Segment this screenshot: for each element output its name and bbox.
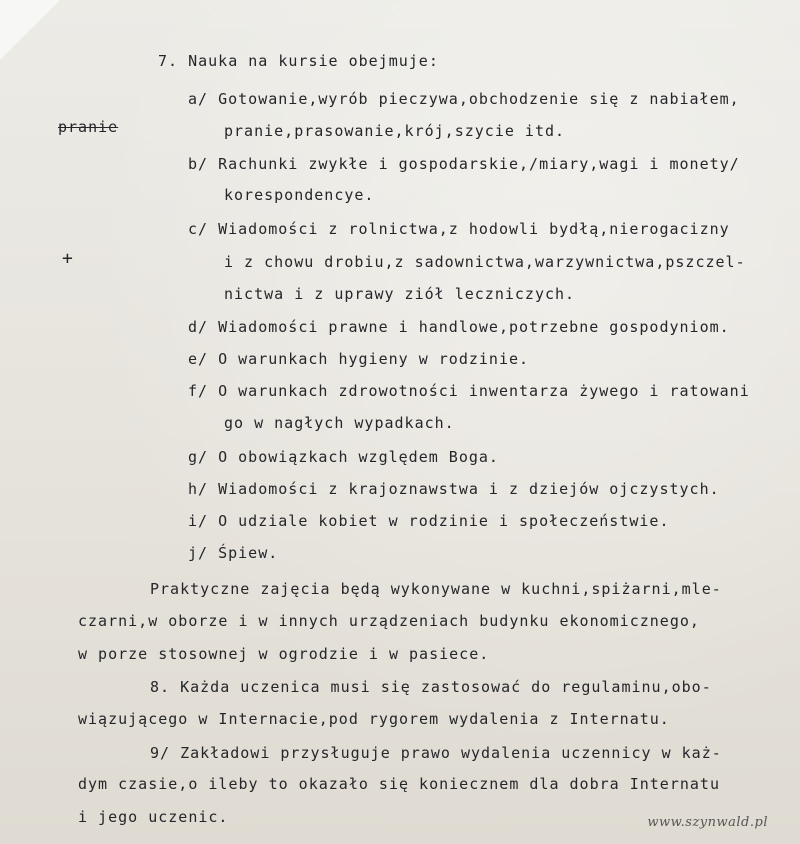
- line-6: c/ Wiadomości z rolnictwa,z hodowli bydłą,nierogacizny: [188, 220, 730, 238]
- line-3: pranie,prasowanie,krój,szycie itd.: [224, 122, 566, 140]
- line-9: d/ Wiadomości prawne i handlowe,potrzebne gospodyniom.: [188, 318, 730, 336]
- line-1: 7. Nauka na kursie obejmuje:: [158, 52, 439, 70]
- line-22: 9/ Zakładowi przysługuje prawo wydalenia uczennicy w każ-: [150, 744, 722, 762]
- line-11: f/ O warunkach zdrowotności inwentarza żywego i ratowani: [188, 382, 750, 400]
- margin-mark: +: [62, 248, 74, 269]
- line-13: g/ O obowiązkach względem Boga.: [188, 448, 499, 466]
- folded-corner: [0, 0, 60, 60]
- bleed-through-text: [80, 70, 780, 92]
- line-10: e/ O warunkach hygieny w rodzinie.: [188, 350, 530, 368]
- line-23: dym czasie,o ileby to okazało się koniecznem dla dobra Internatu: [78, 775, 720, 793]
- line-8: nictwa i z uprawy ziół leczniczych.: [224, 285, 576, 303]
- line-19: w porze stosownej w ogrodzie i w pasiece.: [78, 645, 490, 663]
- line-14: h/ Wiadomości z krajoznawstwa i z dziejów ojczystych.: [188, 480, 720, 498]
- line-15: i/ O udziale kobiet w rodzinie i społeczeństwie.: [188, 512, 670, 530]
- line-2: a/ Gotowanie,wyrób pieczywa,obchodzenie się z nabiałem,: [188, 90, 740, 108]
- line-16: j/ Śpiew.: [188, 544, 279, 562]
- line-18: czarni,w oborze i w innych urządzeniach budynku ekonomicznego,: [78, 612, 700, 630]
- margin-note-struck: pranie: [58, 118, 119, 136]
- line-21: wiązującego w Internacie,pod rygorem wydalenia z Internatu.: [78, 710, 670, 728]
- line-17: Praktyczne zajęcia będą wykonywane w kuchni,spiżarni,mle-: [150, 580, 722, 598]
- watermark: www.szynwald.pl: [647, 815, 768, 830]
- line-5: korespondencye.: [224, 186, 375, 204]
- line-20: 8. Każda uczenica musi się zastosować do regulaminu,obo-: [150, 678, 712, 696]
- line-12: go w nagłych wypadkach.: [224, 414, 455, 432]
- line-24: i jego uczenic.: [78, 808, 229, 826]
- line-4: b/ Rachunki zwykłe i gospodarskie,/miary,wagi i monety/: [188, 155, 740, 173]
- line-7: i z chowu drobiu,z sadownictwa,warzywnictwa,pszczel-: [224, 253, 746, 271]
